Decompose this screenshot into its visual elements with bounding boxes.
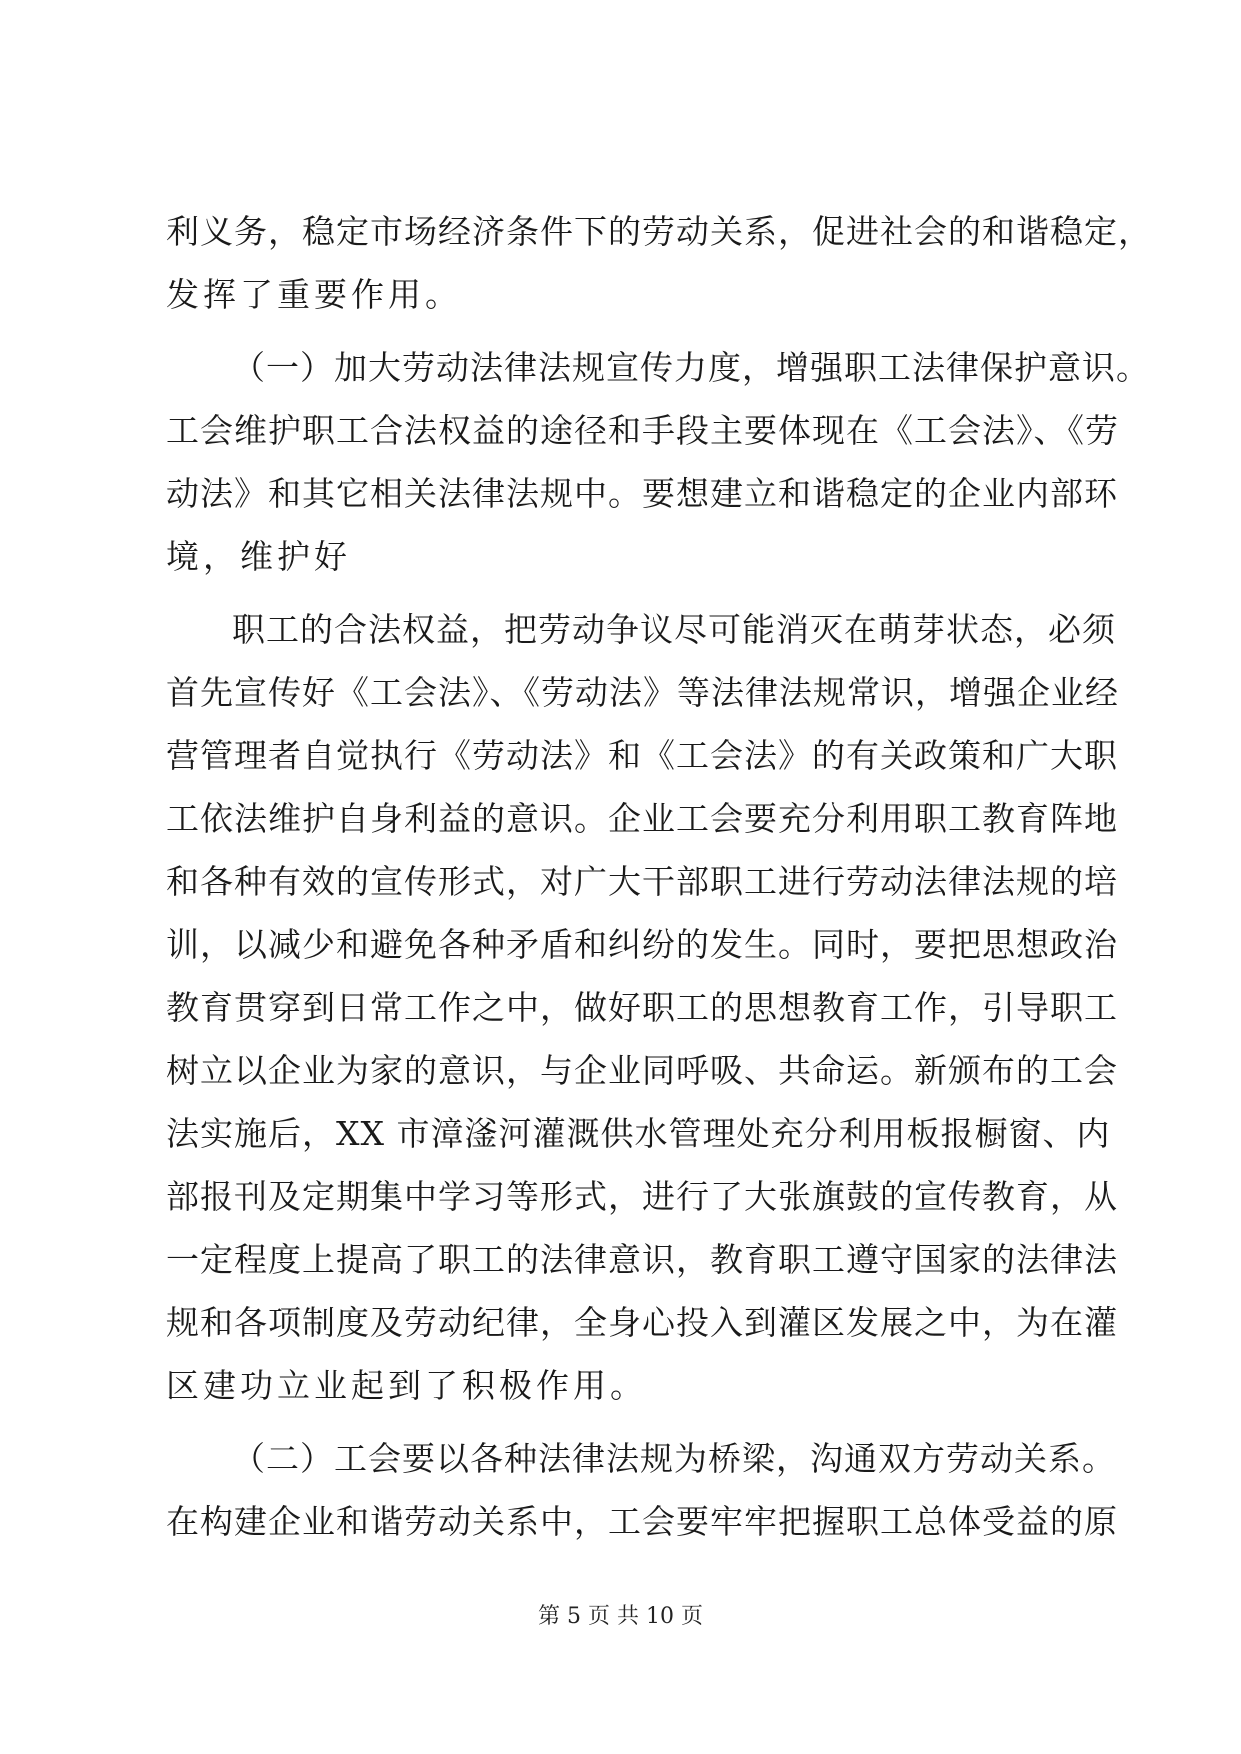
text-line: 训，以减少和避免各种矛盾和纠纷的发生。同时，要把思想政治 (166, 925, 1118, 964)
text-line: 发挥了重要作用。 (166, 275, 462, 314)
text-line: 教育贯穿到日常工作之中，做好职工的思想教育工作，引导职工 (166, 988, 1118, 1027)
text-line: 动法》和其它相关法律法规中。要想建立和谐稳定的企业内部环 (166, 474, 1118, 513)
text-line: 工会维护职工合法权益的途径和手段主要体现在《工会法》、《劳 (166, 411, 1119, 450)
text-line: 区建功立业起到了积极作用。 (166, 1366, 647, 1405)
text-line: 和各种有效的宣传形式，对广大干部职工进行劳动法律法规的培 (166, 862, 1118, 901)
text-line: 一定程度上提高了职工的法律意识，教育职工遵守国家的法律法 (166, 1240, 1118, 1279)
text-line: 法实施后，XX 市漳滏河灌溉供水管理处充分利用板报橱窗、内 (166, 1114, 1111, 1153)
text-line: 工依法维护自身利益的意识。企业工会要充分利用职工教育阵地 (166, 799, 1118, 838)
text-line: 首先宣传好《工会法》、《劳动法》等法律法规常识，增强企业经 (166, 673, 1119, 712)
section-heading: （二）工会要以各种法律法规为桥梁，沟通双方劳动关系。 (232, 1439, 1116, 1478)
text-line: 规和各项制度及劳动纪律，全身心投入到灌区发展之中，为在灌 (166, 1303, 1118, 1342)
text-line: 部报刊及定期集中学习等形式，进行了大张旗鼓的宣传教育，从 (166, 1177, 1118, 1216)
text-line: 营管理者自觉执行《劳动法》和《工会法》的有关政策和广大职 (166, 736, 1118, 775)
text-line: 在构建企业和谐劳动关系中，工会要牢牢把握职工总体受益的原 (166, 1502, 1118, 1541)
text-line: 职工的合法权益，把劳动争议尽可能消灭在萌芽状态，必须 (232, 610, 1116, 649)
text-line: 树立以企业为家的意识，与企业同呼吸、共命运。新颁布的工会 (166, 1051, 1118, 1090)
section-heading: （一）加大劳动法律法规宣传力度，增强职工法律保护意识。 (232, 348, 1150, 387)
page-number-footer: 第 5 页 共 10 页 (538, 1604, 703, 1629)
text-line: 利义务，稳定市场经济条件下的劳动关系，促进社会的和谐稳定， (166, 212, 1152, 251)
text-line: 境，维护好 (166, 537, 351, 576)
